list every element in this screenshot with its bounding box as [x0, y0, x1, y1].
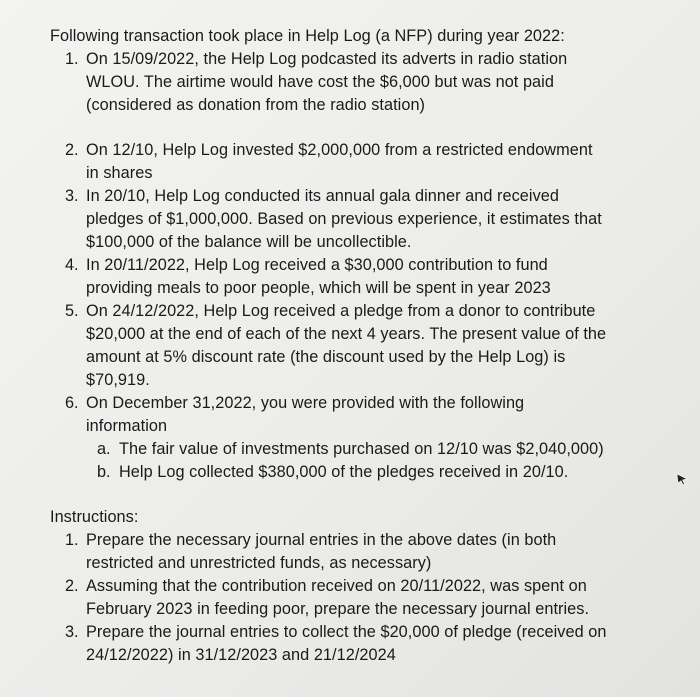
- transaction-line: pledges of $1,000,000. Based on previous experience, it estimates that: [86, 210, 602, 228]
- instructions-heading: Instructions:: [50, 508, 139, 526]
- sub-item-text: The fair value of investments purchased on 12/10 was $2,040,000): [119, 440, 604, 458]
- transaction-line: information: [86, 417, 168, 435]
- mouse-cursor-icon: [676, 473, 688, 485]
- transaction-line: On 15/09/2022, the Help Log podcasted its adverts in radio station: [86, 50, 568, 68]
- instruction-line: February 2023 in feeding poor, prepare the necessary journal entries.: [86, 600, 590, 618]
- instruction-line: Prepare the necessary journal entries in the above dates (in both: [86, 531, 557, 549]
- transaction-number: 1.: [65, 50, 79, 68]
- instruction-number: 1.: [65, 531, 79, 549]
- transaction-line: in shares: [86, 164, 153, 182]
- transaction-line: $100,000 of the balance will be uncollectible.: [86, 233, 412, 251]
- instruction-line: Assuming that the contribution received on 20/11/2022, was spent on: [86, 577, 587, 595]
- transaction-number: 6.: [65, 394, 79, 412]
- transaction-line: providing meals to poor people, which will be spent in year 2023: [86, 279, 551, 297]
- instruction-number: 2.: [65, 577, 79, 595]
- transaction-line: On December 31,2022, you were provided with the following: [86, 394, 525, 412]
- sub-item-label: a.: [97, 440, 111, 458]
- instruction-number: 3.: [65, 623, 79, 641]
- transaction-number: 4.: [65, 256, 79, 274]
- instruction-line: 24/12/2022) in 31/12/2023 and 21/12/2024: [86, 646, 396, 664]
- sub-item-label: b.: [97, 463, 111, 481]
- transaction-line: WLOU. The airtime would have cost the $6,000 but was not paid: [86, 73, 554, 91]
- transaction-number: 3.: [65, 187, 79, 205]
- instruction-line: restricted and unrestricted funds, as necessary): [86, 554, 432, 572]
- transaction-number: 5.: [65, 302, 79, 320]
- transaction-line: On 12/10, Help Log invested $2,000,000 from a restricted endowment: [86, 141, 593, 159]
- transaction-line: $70,919.: [86, 371, 150, 389]
- transaction-line: $20,000 at the end of each of the next 4 years. The present value of the: [86, 325, 607, 343]
- transaction-line: In 20/10, Help Log conducted its annual gala dinner and received: [86, 187, 559, 205]
- transaction-line: On 24/12/2022, Help Log received a pledge from a donor to contribute: [86, 302, 596, 320]
- sub-item-text: Help Log collected $380,000 of the pledges received in 20/10.: [119, 463, 569, 481]
- intro-text: Following transaction took place in Help Log (a NFP) during year 2022:: [50, 27, 565, 45]
- transaction-line: In 20/11/2022, Help Log received a $30,000 contribution to fund: [86, 256, 548, 274]
- transaction-line: (considered as donation from the radio station): [86, 96, 426, 114]
- transaction-line: amount at 5% discount rate (the discount used by the Help Log) is: [86, 348, 566, 366]
- transaction-number: 2.: [65, 141, 79, 159]
- instruction-line: Prepare the journal entries to collect the $20,000 of pledge (received on: [86, 623, 607, 641]
